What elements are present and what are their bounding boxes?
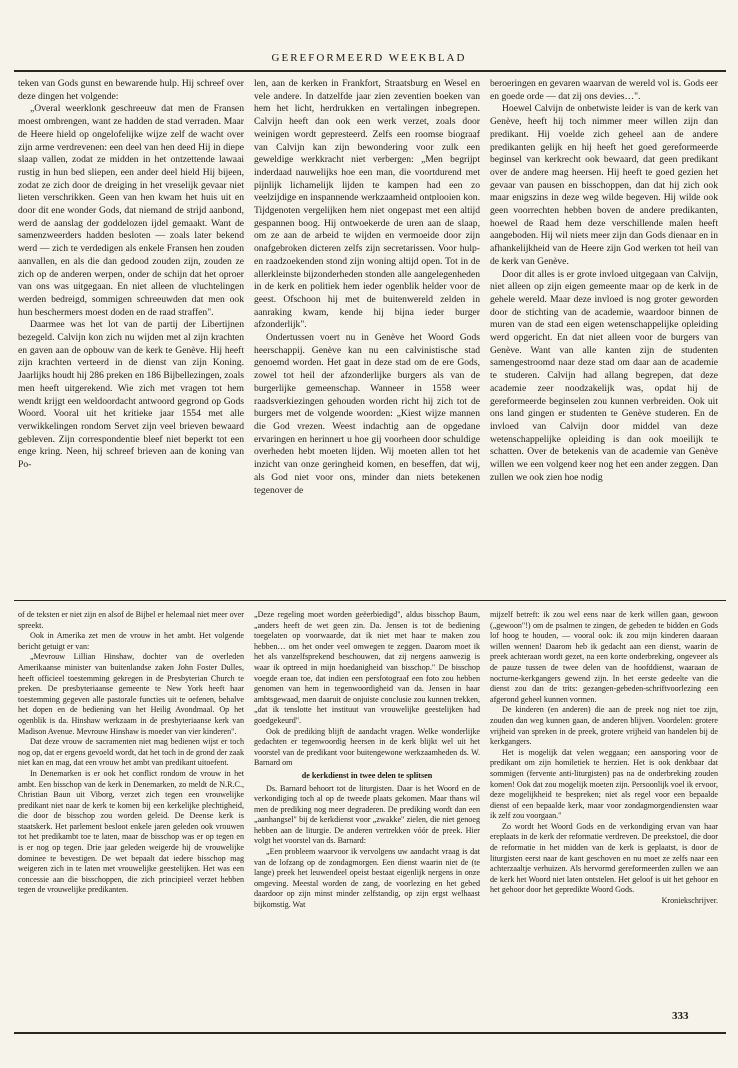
paragraph: teken van Gods gunst en bewarende hulp. Hij schreef over deze dingen het volgende: [18,78,244,102]
bottom-rule [14,1032,726,1034]
paragraph: mijzelf betreft: ik zou wel eens naar de kerk willen gaan, gewoon („gewoon"!) om de psalmen te zingen, de gebeden te bidden en Gods lof hoog te houden, — vooral ook: ik zou mijn kinderen daaraan willen wennen! Daarom heb ik gedacht aan een dienst, waarin de preek achteraan wordt gezet, na een korte onderbreking, ongeveer als de pauze tussen de twee delen van de hoofddienst, waaraan de nocturne-kerkgangers gewend zijn. In het eerste gedeelte van die dienst zou dan de trits: gezangen-gebeden-schriftvoorlezing een afgerond geheel kunnen vormen. [490,610,718,704]
paragraph: Ook de prediking blijft de aandacht vragen. Welke wonderlijke gedachten er tegenwoordig heersen in de kerk blijkt wel uit het voorstel van de predikant voor buitengewone werkzaamheden ds. W. Barnard om [254,726,480,768]
upper-column-3 [490,78,718,592]
paragraph: Dat deze vrouw de sacramenten niet mag bedienen wijst er toch nog op, dat er ergens gevoeld wordt, dat het toch in de grond der zaak niet kan en mag, dat een vrouw het ambt van predikant uitoefent. [18,737,244,768]
author-signature: Kroniekschrijver. [661,896,718,906]
lower-column-2 [254,610,480,1028]
upper-column-2 [254,78,480,592]
paragraph: „Overal weerklonk geschreeuw dat men de Fransen moest ombrengen, want ze hadden de stad verraden. Maar de Heere hield op ongelofelijke wijze zelf de wacht over zijn arme verdrevenen: een deel van hen deed Hij in diepe slaap vallen, zodat ze midden in het ontzettende lawaai rustig in hun bed sliepen, een ander deel hield Hij bijeen, zodat ze zich door de dreiging in het vreselijk gevaar niet lieten verschrikken. Geen van hen kwam het huis uit en door dit ene wonder Gods, dat niemand de strijd aanbond, werd de aanslag der goddelozen ijdel gemaakt. Want de samenzweerders hadden besloten — zoals later bekend werd — zich te verdedigen als enkele Fransen hen zouden aanvallen, en als die dan gedood zouden zijn, zouden ze zich op de anderen werpen, onder de schijn dat het oproer van ons was uitgegaan. En niet alleen de vluchtelingen werden bedreigd, sommigen schreeuwden dat men ook hun beschermers moest doden en de raad straffen". [18,103,244,318]
page-masthead: GEREFORMEERD WEEKBLAD [271,52,467,64]
paragraph: De kinderen (en anderen) die aan de preek nog niet toe zijn, zouden dan weg kunnen gaan, de anderen blijven. Voordelen: grotere vrijheid van spreken in de preek, grotere vrijheid van handelen bij de kerkgangers. [490,705,718,747]
paragraph: Ondertussen voert nu in Genève het Woord Gods heerschappij. Genève kan nu een calvinistische stad genoemd worden. Het gaat in deze stad om de ere Gods, zowel tot heil der afzonderlijke burgers als van de burgerlijke gemeenschap. Wanneer in 1558 weer raadsverkiezingen gehouden worden richt hij zich tot de burgers met de volgende woorden: „Kiest wijze mannen die God vrezen. Weest indachtig aan de opgedane ervaringen en herinnert u hoe gij voorheen door schuldige overheden hebt moeten lijden. Wij moeten allen tot het inzicht van onze geringheid komen, en beseffen, dat wij, als God niet voor ons, minder dan niets betekenen tegenover de [254,332,480,496]
paragraph: of de teksten er niet zijn en alsof de Bijbel er helemaal niet meer over spreekt. [18,610,244,630]
middle-rule [14,600,726,601]
section-heading: de kerkdienst in twee delen te splitsen [301,770,433,780]
lower-column-3 [490,610,718,1028]
paragraph: Door dit alles is er grote invloed uitgegaan van Calvijn, niet alleen op zijn eigen gemeente maar op de kerk in de gehele wereld. Maar deze invloed is nog groter geworden door de stichting van de academie, waardoor binnen de muren van de stad een eigen wetenschappelijke opleiding werd opgericht. En dat niet alleen voor de burgers van Genève. Want van alle kanten zijn de studenten samengestroomd naar deze stad om daar aan de academie te studeren. Calvijn had allang begrepen, dat deze academie zeer noodzakelijk was, opdat hij de gereformeerde beginselen zou kunnen verbreiden. Ook uit ons land gingen er studenten te Genève studeren. En de invloed van Calvijn door middel van deze wetenschappelijke opleiding is dan ook moeilijk te schatten. Over de betekenis van de academie van Genève willen we een volgend keer nog het een ander zeggen. Dan zullen we ook zien hoe nodig [490,268,718,483]
top-rule [14,70,726,72]
paragraph: len, aan de kerken in Frankfort, Straatsburg en Wesel en vele andere. In datzelfde jaar zien zeventien boeken van hem het licht, herdrukken en vertalingen inbegrepen. Calvijn heeft dan ook een werk verzet, zoals door weinigen wordt gepresteerd. Zelfs een roomse biograaf van Calvijn kan zijn bewondering voor zulk een geweldige werkkracht niet verbergen: „Men begrijpt inderdaad nauwelijks hoe een man, die voortdurend met pijnlijk lichamelijk lijden te kampen had een zo veelzijdige en inspannende werkzaamheid ontplooien kon. Tijdgenoten vergelijken hem niet ongepast met een altijd gespannen boog. Hij ontwoekerde de uren aan de slaap, om ze aan de arbeid te wijden en vermoeide door zijn onafgebroken dicteren zelfs zijn secretarissen. Voor hulp- en raadzoekenden stond zijn woning altijd open. Tot in de allerkleinste bijzonderheden stonden alle aangelegenheden in de kerk en politiek hem ieder ogenblik helder voor de geest. Ofschoon hij met de buitenwereld zelden in aanraking kwam, kende hij bijna ieder burger afzonderlijk". [254,78,480,331]
paragraph: Ook in Amerika zet men de vrouw in het ambt. Het volgende bericht getuigt er van: [18,631,244,651]
paragraph: „Mevrouw Lillian Hinshaw, dochter van de overleden Amerikaanse minister van buitenlandse zaken John Foster Dulles, heeft officieel toestemming gekregen in de Presbyterian Church te preken. De presbyteriaanse gemeente te New York heeft haar toestemming gegeven alle pastorale functies uit te oefenen, behalve het dopen en de bediening van het Heilig Avondmaal. Op het ogenblik is da. Hinshaw werkzaam in de presbyteriaanse kerk van Madison Avenue. Mevrouw Hinshaw is moeder van vier kinderen". [18,652,244,736]
paragraph: Ds. Barnard behoort tot de liturgisten. Daar is het Woord en de verkondiging toch al op de tweede plaats gekomen. Maar thans wil men de prediking nog meer degraderen. De prediking wordt dan een „aanhangsel" bij de kerkdienst voor „zwakke" zielen, die niet genoeg hebben aan de liturgie. De anderen vertrekken vóór de preek. Hier volgt het voorstel van ds. Barnard: [254,783,480,846]
paragraph: beroeringen en gevaren waarvan de wereld vol is. Gods eer en goede orde — dat zij ons devies…". [490,78,718,102]
paragraph: Hoewel Calvijn de onbetwiste leider is van de kerk van Genève, heeft hij toch nimmer meer willen zijn dan predikant. Hij voelde zich geheel aan de andere predikanten gelijk en hij heeft het goed gereformeerde beginsel van kerkrecht ook bewaard, dat geen predikant over de andere mag heersen. Hij heeft te goed gezien het gevaar van pausen en bisschoppen, dan dat hij zich ook maar enigszins in deze weg wilde begeven. Hij wilde ook geen voorrechten hebben boven de andere predikanten, hoewel de Raad hem deze verschillende malen heeft aangeboden. Hij wil niets meer zijn dan Gods dienaar en in afhankelijkheid van de Heere zijn God werken tot heil van de kerk van Genève. [490,103,718,267]
paragraph: In Denemarken is er ook het conflict rondom de vrouw in het ambt. Een bisschop van de kerk in Denemarken, zo meldt de N.R.C., Christian Baun uit Viborg, verzet zich tegen een vrouwelijke predikant niet naar de kerk te komen bij een kerkelijke plechtigheid, die door de bisschop zou worden geleid. De Deense kerk is staatskerk. Het parlement besloot enkele jaren geleden ook vrouwen tot het predikambt toe te laten, maar de bisschop was er op tegen en is er nog op tegen. Drie jaar geleden weigerde hij de vrouwelijke dominee te bevestigen. De wet bepaalt dat iedere bisschop mag weigeren zich in te laten met vrouwelijke geestelijken. Het was een concessie aan die bisschoppen, die zich principieel verzet hebben tegen de vrouwelijke predikanten. [18,768,244,895]
lower-column-1 [18,610,244,1028]
paragraph: „Deze regeling moet worden geëerbiedigd", aldus bisschop Baum, „anders heeft de wet geen zin. Da. Jensen is tot de bediening toegelaten op voorwaarde, dat ik niet met haar te maken zou hebben… om het onder veel omwegen te zeggen. Daarom moet ik het als vanzelfsprekend beschouwen, dat zij nergens aanwezig is waar ik optreed in mijn hoedanigheid van bisschop." De bisschop voegde eraan toe, dat indien een persfotograaf een foto zou hebben genomen van hem in tegenwoordigheid van da. Jensen in haar ambtsgewaad, men daaruit de onjuiste conclusie zou kunnen trekken, „dat ik tenslotte het instituut van vrouwelijke geestelijken had goedgekeurd". [254,610,480,725]
paragraph: Zo wordt het Woord Gods en de verkondiging ervan van haar ereplaats in de kerk der reformatie verdreven. De preekstoel, die door de reformatie in het midden van de kerk is geplaatst, is door de liturgisten eerst naar de kant geschoven en nu moet ze zelfs naar een achterzaaltje verhuizen. Als hervormd gereformeerden zullen we aan de kerk het Woord niet laten ontstelen. Het geloof is uit het gehoor en het gehoor door het gepredikte Woord Gods. [490,821,718,895]
paragraph: Het is mogelijk dat velen weggaan; een aansporing voor de predikant om zijn homiletiek te herzien. Het is ook denkbaar dat sommigen (fervente anti-liturgisten) pas na de onderbreking zouden komen! Ook dat zou mogelijk moeten zijn. Persoonlijk voel ik ervoor, deze mogelijkheid te bespreken; niet als regel voor een bepaalde dienst of een bepaalde kerk, maar voor zondagmorgendiensten waar ik zelf zou voorgaan." [490,747,718,821]
paragraph: Daarmee was het lot van de partij der Libertijnen bezegeld. Calvijn kon zich nu wijden met al zijn krachten en gaven aan de opbouw van de kerk te Genève. Hij heeft zijn krachten verteerd in de dienst van zijn Koning. Jaarlijks houdt hij 286 preken en 186 Bijbellezingen, zoals men heeft uitgerekend. Wie zich met vragen tot hem wendt krijgt een weldoordacht antwoord gegrond op Gods Woord. Vooral uit het kritieke jaar 1554 met alle verwikkelingen rondom Servet zijn veel brieven bewaard gebleven. Zijn correspondentie bleef niet beperkt tot een enge kring. Neen, hij schreef brieven aan de koning van Po- [18,319,244,471]
upper-column-1 [18,78,244,592]
page-number: 333 [672,1010,689,1022]
paragraph: „Een probleem waarvoor ik vervolgens uw aandacht vraag is dat van de lofzang op de zondagmorgen. Een dienst waarin niet de (te lange) preek het leuwendeel opeist bestaat eigenlijk nergens in onze omgeving. Meestal worden de zang, de voorlezing en het gebed daardoor op zijn minst minder zelfstandig, op zijn ergst welhaast bijkomstig. Wat [254,847,480,910]
